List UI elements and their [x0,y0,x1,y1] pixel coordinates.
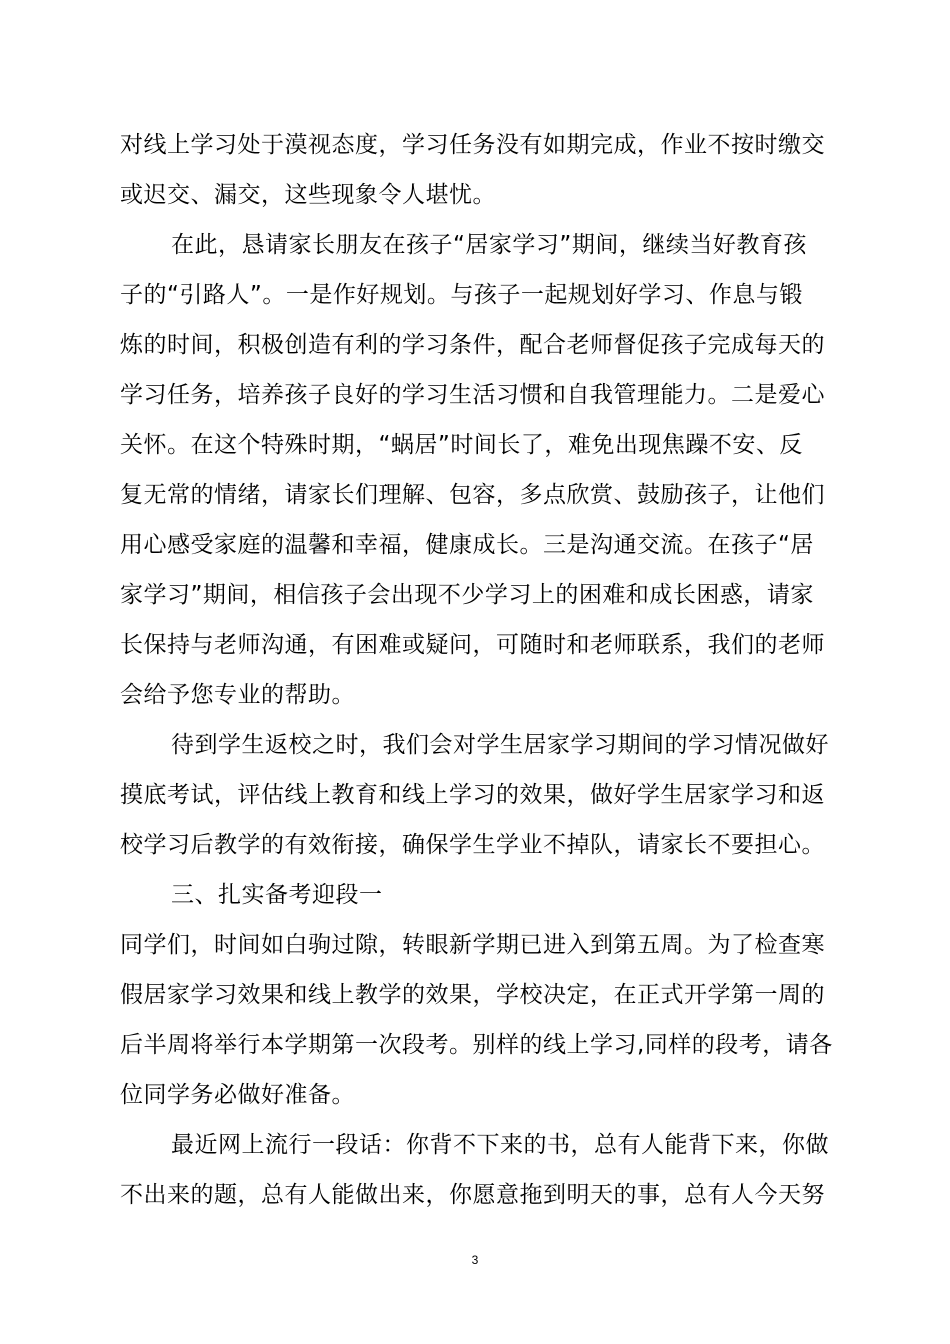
paragraph-line: 位同学务必做好准备。 [120,1082,355,1108]
paragraph-line: 复无常的情绪，请家长们理解、包容，多点欣赏、鼓励孩子，让他们 [120,482,825,508]
paragraph-line: 不出来的题，总有人能做出来，你愿意拖到明天的事，总有人今天努 [120,1182,825,1208]
paragraph-line: 学习任务，培养孩子良好的学习生活习惯和自我管理能力。二是爱心 [120,382,825,408]
paragraph-line: 最近网上流行一段话：你背不下来的书，总有人能背下来，你做 [171,1132,829,1158]
paragraph-line: 在此，恳请家长朋友在孩子“居家学习”期间，继续当好教育孩 [171,232,807,258]
paragraph-line: 家学习”期间，相信孩子会出现不少学习上的困难和成长困惑，请家 [120,582,814,608]
paragraph-line: 会给予您专业的帮助。 [120,682,355,708]
paragraph-line: 待到学生返校之时，我们会对学生居家学习期间的学习情况做好 [171,732,829,758]
paragraph-line: 子的“引路人”。一是作好规划。与孩子一起规划好学习、作息与锻 [120,282,803,308]
paragraph-line: 假居家学习效果和线上教学的效果，学校决定，在正式开学第一周的 [120,982,825,1008]
section-heading: 三、扎实备考迎段一 [171,882,383,908]
paragraph-line: 校学习后教学的有效衔接，确保学生学业不掉队，请家长不要担心。 [120,832,825,858]
paragraph-line: 摸底考试，评估线上教育和线上学习的效果，做好学生居家学习和返 [120,782,825,808]
paragraph-line: 或迟交、漏交，这些现象令人堪忧。 [120,182,496,208]
paragraph-line: 后半周将举行本学期第一次段考。别样的线上学习,同样的段考，请各 [120,1032,833,1058]
paragraph-line: 长保持与老师沟通，有困难或疑问，可随时和老师联系，我们的老师 [120,632,825,658]
paragraph-line: 关怀。在这个特殊时期，“蜗居”时间长了，难免出现焦躁不安、反 [120,432,803,458]
paragraph-line: 炼的时间，积极创造有利的学习条件，配合老师督促孩子完成每天的 [120,332,825,358]
page-number: 3 [471,1253,479,1267]
paragraph-line: 同学们，时间如白驹过隙，转眼新学期已进入到第五周。为了检查寒 [120,932,825,958]
paragraph-line: 对线上学习处于漠视态度，学习任务没有如期完成，作业不按时缴交 [120,132,825,158]
paragraph-line: 用心感受家庭的温馨和幸福，健康成长。三是沟通交流。在孩子“居 [120,532,814,558]
